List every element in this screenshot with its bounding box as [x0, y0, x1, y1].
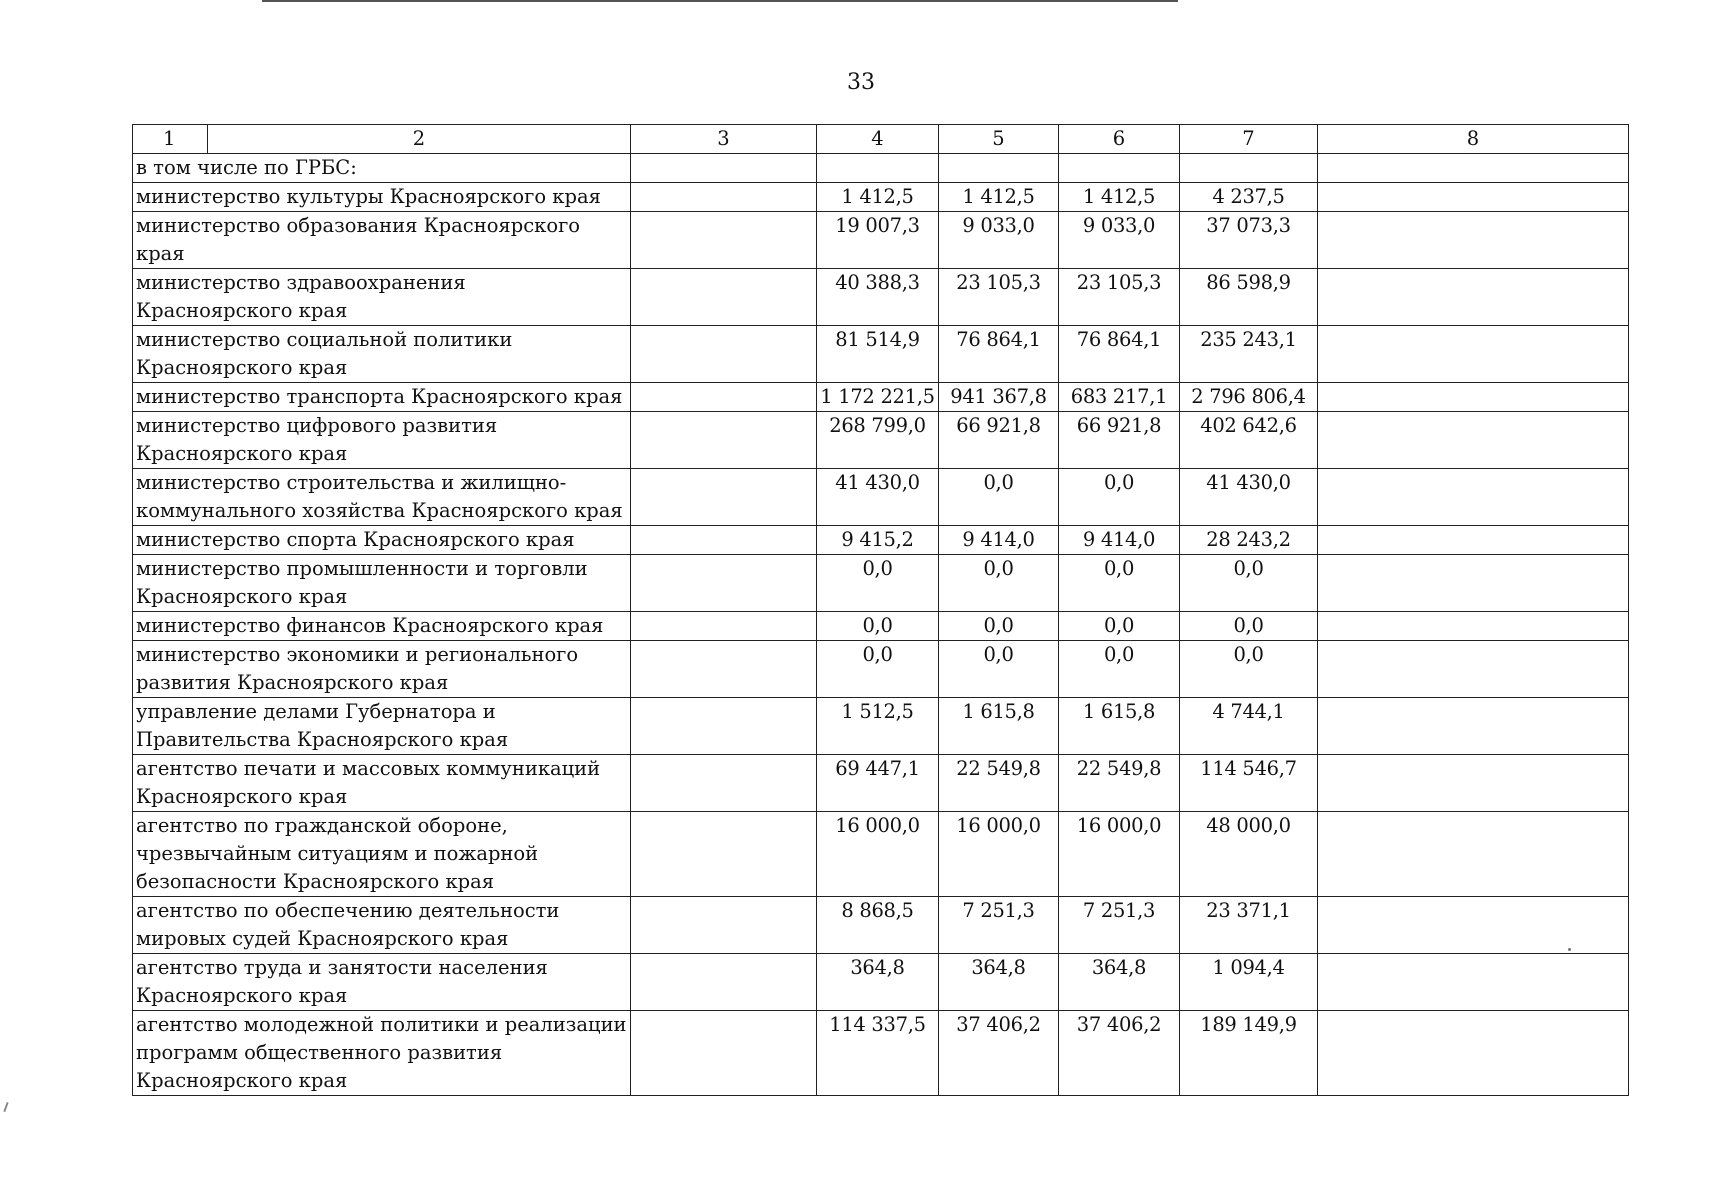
col3-cell — [631, 326, 817, 383]
table-cell — [1059, 154, 1180, 183]
col6-cell: 0,0 — [1059, 555, 1180, 612]
col7-cell: 86 598,9 — [1180, 269, 1318, 326]
table-header-row — [133, 125, 1629, 154]
col6-cell: 7 251,3 — [1059, 897, 1180, 954]
col4-cell: 16 000,0 — [817, 812, 939, 897]
section-label: в том числе по ГРБС: — [133, 154, 631, 183]
col-header-1: 1 — [133, 125, 208, 154]
col6-cell: 22 549,8 — [1059, 755, 1180, 812]
col7-cell: 4 744,1 — [1180, 698, 1318, 755]
page-number: 33 — [847, 70, 875, 95]
col3-cell — [631, 269, 817, 326]
col8-cell — [1318, 183, 1629, 212]
row-name-cell: министерство цифрового развития Красноярского края — [133, 412, 631, 469]
col7-cell: 0,0 — [1180, 641, 1318, 698]
col4-cell: 0,0 — [817, 612, 939, 641]
col5-cell: 364,8 — [939, 954, 1059, 1011]
table-row — [133, 612, 1629, 641]
col4-cell: 69 447,1 — [817, 755, 939, 812]
col4-cell: 268 799,0 — [817, 412, 939, 469]
col7-cell: 114 546,7 — [1180, 755, 1318, 812]
section-row — [133, 154, 1629, 183]
table-cell — [631, 154, 817, 183]
table-row — [133, 812, 1629, 897]
col5-cell: 0,0 — [939, 469, 1059, 526]
col5-cell: 9 033,0 — [939, 212, 1059, 269]
col8-cell — [1318, 641, 1629, 698]
col-header-5: 5 — [939, 125, 1059, 154]
col5-cell: 16 000,0 — [939, 812, 1059, 897]
col6-cell: 37 406,2 — [1059, 1011, 1180, 1096]
col5-cell: 66 921,8 — [939, 412, 1059, 469]
col8-cell — [1318, 954, 1629, 1011]
col6-cell: 0,0 — [1059, 612, 1180, 641]
table-row — [133, 469, 1629, 526]
col4-cell: 0,0 — [817, 555, 939, 612]
row-name-cell: агентство печати и массовых коммуникаций Красноярского края — [133, 755, 631, 812]
col5-cell: 0,0 — [939, 612, 1059, 641]
col-header-4: 4 — [817, 125, 939, 154]
table-row — [133, 526, 1629, 555]
col4-cell: 19 007,3 — [817, 212, 939, 269]
col7-cell: 41 430,0 — [1180, 469, 1318, 526]
col6-cell: 0,0 — [1059, 469, 1180, 526]
col8-cell — [1318, 526, 1629, 555]
table-row — [133, 383, 1629, 412]
col8-cell — [1318, 555, 1629, 612]
col6-cell: 23 105,3 — [1059, 269, 1180, 326]
col3-cell — [631, 183, 817, 212]
row-name-cell: министерство строительства и жилищно-коммунального хозяйства Красноярского края — [133, 469, 631, 526]
col6-cell: 76 864,1 — [1059, 326, 1180, 383]
col6-cell: 364,8 — [1059, 954, 1180, 1011]
col3-cell — [631, 383, 817, 412]
col7-cell: 189 149,9 — [1180, 1011, 1318, 1096]
col-header-2: 2 — [208, 125, 631, 154]
scan-mark — [3, 1102, 8, 1112]
col7-cell: 1 094,4 — [1180, 954, 1318, 1011]
table-row — [133, 897, 1629, 954]
col4-cell: 114 337,5 — [817, 1011, 939, 1096]
col8-cell — [1318, 612, 1629, 641]
row-name-cell: агентство по обеспечению деятельности мировых судей Красноярского края — [133, 897, 631, 954]
row-name-cell: министерство здравоохранения Красноярского края — [133, 269, 631, 326]
col7-cell: 37 073,3 — [1180, 212, 1318, 269]
col3-cell — [631, 755, 817, 812]
col5-cell: 9 414,0 — [939, 526, 1059, 555]
row-name-cell: агентство труда и занятости населения Красноярского края — [133, 954, 631, 1011]
col6-cell: 1 412,5 — [1059, 183, 1180, 212]
col4-cell: 41 430,0 — [817, 469, 939, 526]
col3-cell — [631, 412, 817, 469]
col3-cell — [631, 1011, 817, 1096]
col4-cell: 1 512,5 — [817, 698, 939, 755]
table-row — [133, 269, 1629, 326]
row-name-cell: агентство по гражданской обороне, чрезвычайным ситуациям и пожарной безопасности Красноярского края — [133, 812, 631, 897]
row-name-cell: министерство транспорта Красноярского края — [133, 383, 631, 412]
row-name-cell: министерство экономики и регионального развития Красноярского края — [133, 641, 631, 698]
table-row — [133, 212, 1629, 269]
col6-cell: 1 615,8 — [1059, 698, 1180, 755]
table-row — [133, 755, 1629, 812]
col8-cell — [1318, 412, 1629, 469]
col5-cell: 22 549,8 — [939, 755, 1059, 812]
row-name-cell: агентство молодежной политики и реализации программ общественного развития Красноярского края — [133, 1011, 631, 1096]
table-cell — [939, 154, 1059, 183]
col3-cell — [631, 641, 817, 698]
table-row — [133, 698, 1629, 755]
table-row — [133, 555, 1629, 612]
table-row — [133, 641, 1629, 698]
col8-cell — [1318, 383, 1629, 412]
col5-cell: 7 251,3 — [939, 897, 1059, 954]
col8-cell — [1318, 698, 1629, 755]
col3-cell — [631, 897, 817, 954]
table-body — [133, 125, 1629, 1096]
col5-cell: 76 864,1 — [939, 326, 1059, 383]
col3-cell — [631, 698, 817, 755]
table-cell — [817, 154, 939, 183]
row-name-cell: министерство финансов Красноярского края — [133, 612, 631, 641]
col7-cell: 0,0 — [1180, 612, 1318, 641]
col6-cell: 9 414,0 — [1059, 526, 1180, 555]
scan-speck — [1568, 948, 1571, 951]
col4-cell: 8 868,5 — [817, 897, 939, 954]
budget-table — [132, 124, 1629, 1096]
row-name-cell: министерство культуры Красноярского края — [133, 183, 631, 212]
row-name-cell: министерство образования Красноярского края — [133, 212, 631, 269]
col6-cell: 9 033,0 — [1059, 212, 1180, 269]
col3-cell — [631, 812, 817, 897]
col4-cell: 40 388,3 — [817, 269, 939, 326]
col7-cell: 28 243,2 — [1180, 526, 1318, 555]
col8-cell — [1318, 269, 1629, 326]
col3-cell — [631, 212, 817, 269]
col8-cell — [1318, 812, 1629, 897]
col3-cell — [631, 469, 817, 526]
col6-cell: 66 921,8 — [1059, 412, 1180, 469]
col8-cell — [1318, 469, 1629, 526]
col4-cell: 1 172 221,5 — [817, 383, 939, 412]
col-header-7: 7 — [1180, 125, 1318, 154]
col5-cell: 0,0 — [939, 641, 1059, 698]
col3-cell — [631, 612, 817, 641]
col7-cell: 48 000,0 — [1180, 812, 1318, 897]
col8-cell — [1318, 212, 1629, 269]
table-row — [133, 326, 1629, 383]
row-name-cell: министерство промышленности и торговли Красноярского края — [133, 555, 631, 612]
row-name-cell: министерство спорта Красноярского края — [133, 526, 631, 555]
col5-cell: 941 367,8 — [939, 383, 1059, 412]
col6-cell: 16 000,0 — [1059, 812, 1180, 897]
col4-cell: 0,0 — [817, 641, 939, 698]
table-row — [133, 954, 1629, 1011]
col-header-3: 3 — [631, 125, 817, 154]
col5-cell: 1 412,5 — [939, 183, 1059, 212]
table-cell — [1180, 154, 1318, 183]
col6-cell: 0,0 — [1059, 641, 1180, 698]
table-row — [133, 183, 1629, 212]
col6-cell: 683 217,1 — [1059, 383, 1180, 412]
col7-cell: 402 642,6 — [1180, 412, 1318, 469]
col7-cell: 4 237,5 — [1180, 183, 1318, 212]
table-row — [133, 412, 1629, 469]
top-rule — [262, 0, 1178, 2]
col3-cell — [631, 954, 817, 1011]
col4-cell: 9 415,2 — [817, 526, 939, 555]
col4-cell: 81 514,9 — [817, 326, 939, 383]
row-name-cell: управление делами Губернатора и Правительства Красноярского края — [133, 698, 631, 755]
col8-cell — [1318, 1011, 1629, 1096]
col-header-6: 6 — [1059, 125, 1180, 154]
col-header-8: 8 — [1318, 125, 1629, 154]
col4-cell: 364,8 — [817, 954, 939, 1011]
col5-cell: 37 406,2 — [939, 1011, 1059, 1096]
table-row — [133, 1011, 1629, 1096]
col8-cell — [1318, 326, 1629, 383]
table-cell — [1318, 154, 1629, 183]
col7-cell: 235 243,1 — [1180, 326, 1318, 383]
col3-cell — [631, 555, 817, 612]
row-name-cell: министерство социальной политики Красноярского края — [133, 326, 631, 383]
col5-cell: 23 105,3 — [939, 269, 1059, 326]
col4-cell: 1 412,5 — [817, 183, 939, 212]
col7-cell: 0,0 — [1180, 555, 1318, 612]
col5-cell: 1 615,8 — [939, 698, 1059, 755]
col8-cell — [1318, 755, 1629, 812]
col5-cell: 0,0 — [939, 555, 1059, 612]
col7-cell: 2 796 806,4 — [1180, 383, 1318, 412]
col3-cell — [631, 526, 817, 555]
col7-cell: 23 371,1 — [1180, 897, 1318, 954]
col8-cell — [1318, 897, 1629, 954]
